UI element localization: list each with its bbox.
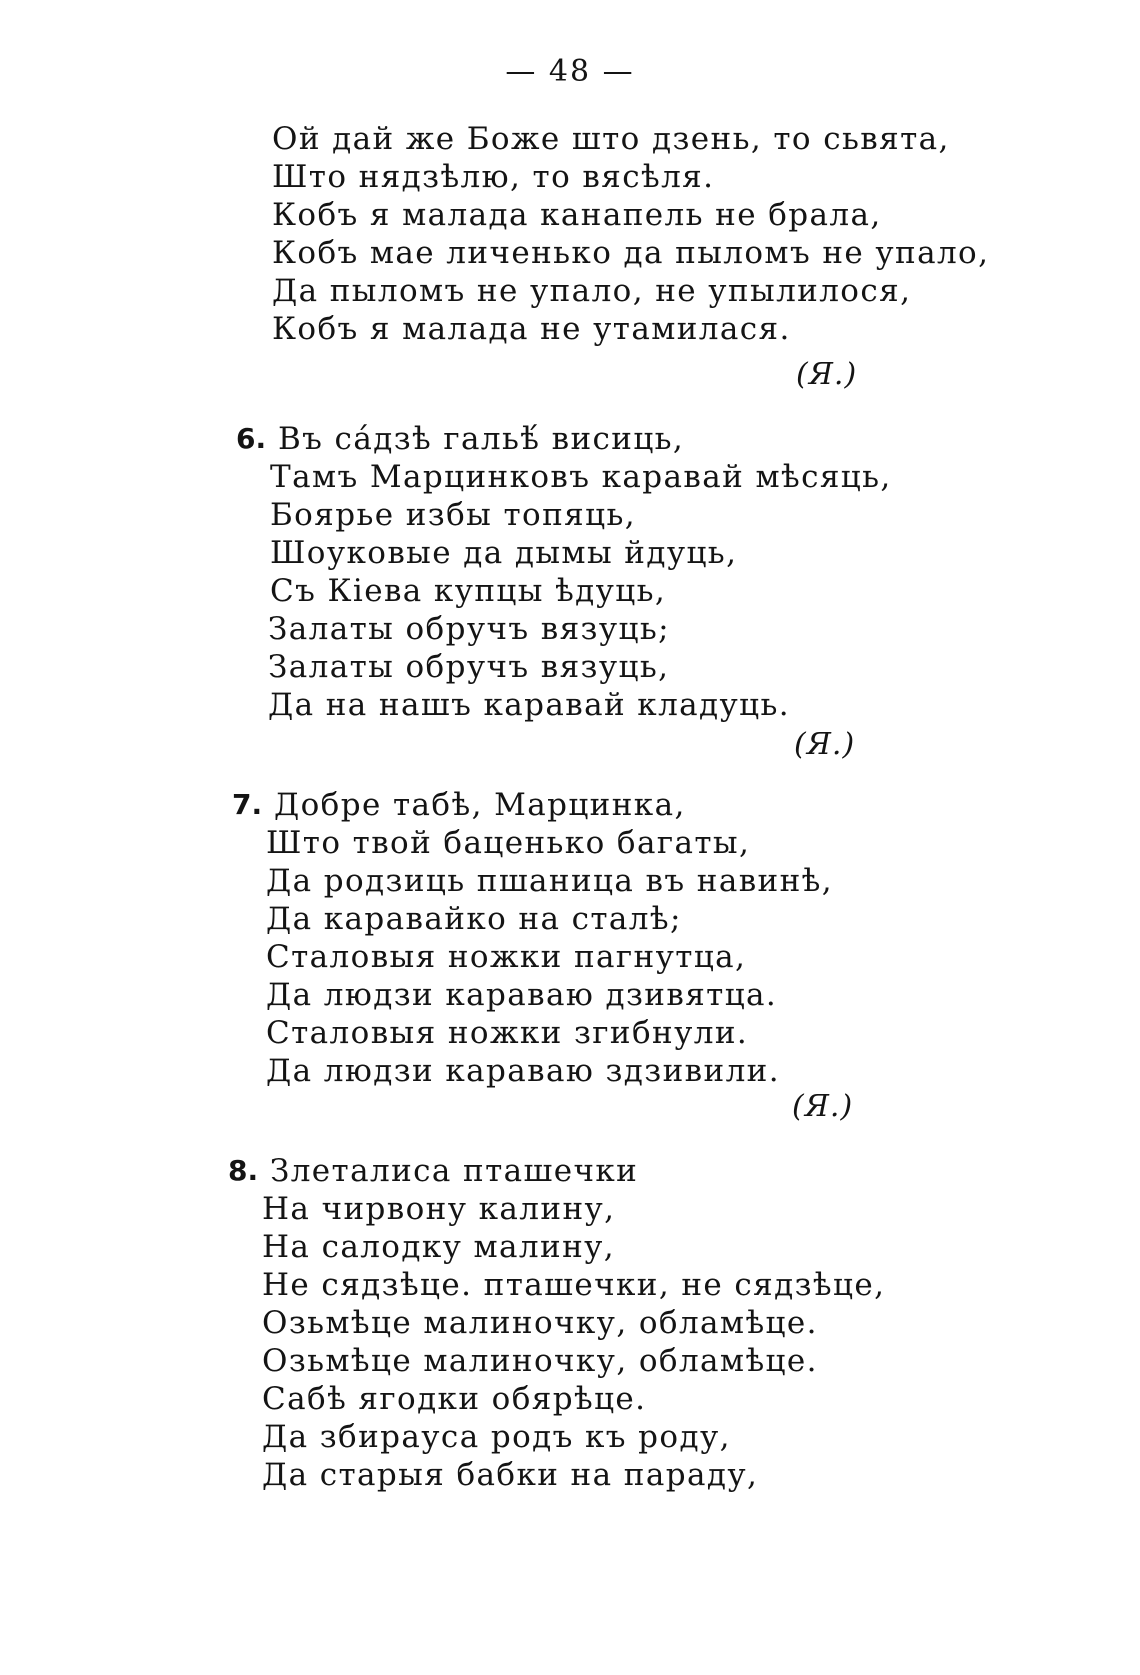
poem-line: Да на нашъ каравай кладуць. (268, 687, 791, 723)
poem-source: (Я.) (792, 1089, 854, 1124)
poem-line: Да каравайко на сталѣ; (266, 901, 682, 937)
poem-line: Да людзи караваю здзивили. (266, 1053, 780, 1089)
poem-number: 7. (232, 788, 263, 821)
poem-line: Боярье избы топяць, (270, 497, 636, 533)
poem-line: Добре табѣ, Марцинка, (274, 787, 686, 823)
poem-line: Да родзиць пшаница въ навинѣ, (266, 863, 834, 899)
poem-line: Съ Кіева купцы ѣдуць, (270, 573, 667, 609)
poem-line: Да збирауса родъ къ роду, (262, 1419, 731, 1455)
poem-line: Не сядзѣце. пташечки, не сядзѣце, (262, 1267, 886, 1303)
poem-line: Да пыломъ не упало, не упылилося, (272, 273, 912, 309)
poem-line: Кобъ мае личенько да пыломъ не упало, (272, 235, 990, 271)
poem-line: Злеталиса пташечки (270, 1153, 639, 1189)
poem-number: 6. (236, 422, 267, 455)
page-number: — 48 — (505, 54, 635, 89)
poem-line: На салодку малину, (262, 1229, 616, 1265)
poem-source: (Я.) (796, 357, 858, 392)
poem-line: Што твой баценько багаты, (266, 825, 751, 861)
poem-line: Залаты обручъ вязуць, (268, 649, 670, 685)
poem-line: Ой дай же Боже што дзень, то сьвята, (272, 121, 950, 157)
poem-line: Въ сáдзѣ гальѣ́ висиць, (278, 421, 685, 457)
poem-line: Озьмѣце малиночку, обламѣце. (262, 1343, 818, 1379)
poem-line: Кобъ я малада канапель не брала, (272, 197, 882, 233)
poem-source: (Я.) (794, 727, 856, 762)
poem-line: Залаты обручъ вязуць; (268, 611, 670, 647)
poem-line: На чирвону калину, (262, 1191, 616, 1227)
poem-line: Тамъ Марцинковъ каравай мѣсяць, (270, 459, 892, 495)
poem-line: Шоуковые да дымы йдуць, (270, 535, 738, 571)
poem-line: Да людзи караваю дзивятца. (266, 977, 778, 1013)
poem-number: 8. (228, 1154, 259, 1187)
poem-line: Сталовыя ножки пагнутца, (266, 939, 747, 975)
poem-line: Сталовыя ножки згибнули. (266, 1015, 749, 1051)
poem-line: Да старыя бабки на параду, (262, 1457, 759, 1493)
poem-line: Кобъ я малада не утамилася. (272, 311, 791, 347)
poem-line: Озьмѣце малиночку, обламѣце. (262, 1305, 818, 1341)
poem-line: Што нядзѣлю, то вясѣля. (272, 159, 715, 195)
poem-line: Сабѣ ягодки обярѣце. (262, 1381, 647, 1417)
